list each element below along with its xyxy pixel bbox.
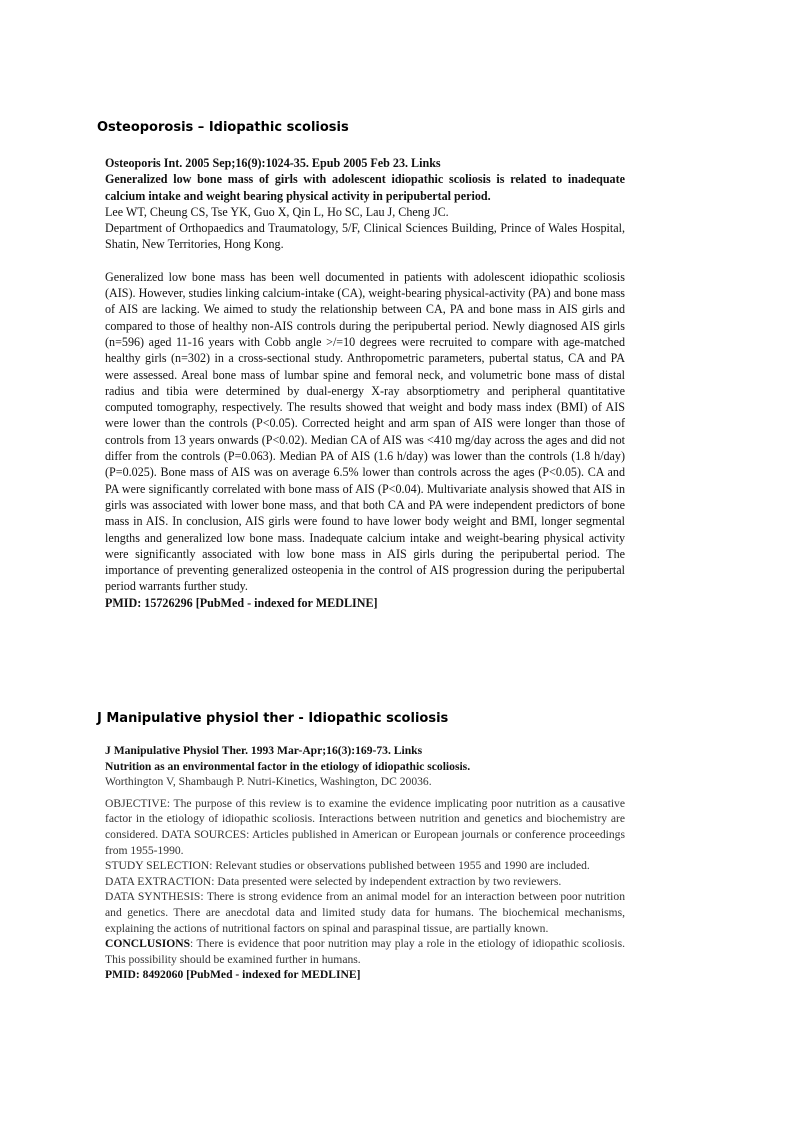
citation-block [105, 743, 625, 983]
citation-affiliation: Department of Orthopaedics and Traumatology, 5/F, Clinical Sciences Building, Prince of Wales Hospital, Shatin, New Territories, Hong Kong. [105, 221, 625, 252]
citation-conclusions [105, 936, 625, 967]
citation-authors-affiliation: Worthington V, Shambaugh P. Nutri-Kinetics, Washington, DC 20036. [105, 775, 432, 789]
section-heading: J Manipulative physiol ther - Idiopathic scoliosis [97, 711, 449, 726]
citation-source: J Manipulative Physiol Ther. 1993 Mar-Apr;16(3):169-73. Links [105, 744, 423, 757]
conclusions-label: CONCLUSIONS [105, 937, 191, 951]
citation-source: Osteoporis Int. 2005 Sep;16(9):1024-35. Epub 2005 Feb 23. Links [105, 156, 441, 170]
citation-block [105, 155, 625, 611]
citation-data-extraction: DATA EXTRACTION: Data presented were selected by independent extraction by two reviewers. [105, 874, 562, 888]
citation-title: Generalized low bone mass of girls with adolescent idiopathic scoliosis is related to inadequate calcium intake and weight bearing physical activity in peripubertal period. [105, 172, 625, 203]
citation-abstract: Generalized low bone mass has been well documented in patients with adolescent idiopathic scoliosis (AIS). However, studies linking calcium-intake (CA), weight-bearing physical-activity (PA) and bone mass of AIS are lacking. We aimed to study the relationship between CA, PA and bone mass in AIS girls and compared to those of healthy non-AIS controls during the peripubertal period. Newly diagnosed AIS girls (n=596) aged 11-16 years with Cobb angle >/=10 degrees were recruited to compare with age-matched healthy girls (n=302) in a cross-sectional study. Anthropometric parameters, pubertal status, CA and PA were assessed. Areal bone mass of lumbar spine and femoral neck, and volumetric bone mass of distal radius and tibia were determined by dual-energy X-ray absorptiometry and peripheral quantitative computed tomography, respectively. The results showed that weight and body mass index (BMI) of AIS were lower than the controls (P<0.05). Corrected height and arm span of AIS were longer than those of controls from 13 years onwards (P<0.02). Median CA of AIS was <410 mg/day across the ages and did not differ from the controls (P=0.063). Median PA of AIS (1.6 h/day) was lower than the controls (1.8 h/day) (P=0.025). Bone mass of AIS was on average 6.5% lower than controls across the ages (P<0.05). CA and PA were significantly correlated with bone mass of AIS (P<0.04). Multivariate analysis showed that AIS in girls was associated with lower bone mass, and that both CA and PA were independent predictors of bone mass in AIS. In conclusion, AIS girls were found to have lower body weight and BMI, longer segmental lengths and generalized low bone mass. Inadequate calcium intake and weight-bearing physical activity were significantly associated with low bone mass in AIS girls during the peripubertal period. The importance of preventing generalized osteopenia in the control of AIS progression during the peripubertal period warrants further study. [105, 269, 625, 594]
citation-authors: Lee WT, Cheung CS, Tse YK, Guo X, Qin L, Ho SC, Lau J, Cheng JC. [105, 204, 449, 219]
citation-objective: OBJECTIVE: The purpose of this review is to examine the evidence implicating poor nutrition as a causative factor in the etiology of idiopathic scoliosis. Interactions between nutrition and genetics and biochemistry are considered. DATA SOURCES: Articles published in American or European journals or conference proceedings from 1955-1990. [105, 796, 625, 857]
citation-study-selection: STUDY SELECTION: Relevant studies or observations published between 1955 and 1990 are included. [105, 859, 590, 873]
conclusions-text: : There is evidence that poor nutrition may play a role in the etiology of idiopathic scoliosis. This possibility should be examined further in humans. [105, 937, 625, 966]
section-heading: Osteoporosis – Idiopathic scoliosis [97, 120, 349, 135]
citation-data-synthesis: DATA SYNTHESIS: There is strong evidence from an animal model for an interaction between poor nutrition and genetics. There are anecdotal data and limited study data for humans. The biochemical mechanisms, explaining the actions of nutritional factors on spinal and paraspinal tissue, are partially known. [105, 890, 625, 935]
citation-title: Nutrition as an environmental factor in the etiology of idiopathic scoliosis. [105, 759, 471, 773]
citation-pmid: PMID: 15726296 [PubMed - indexed for MEDLINE] [105, 595, 378, 610]
citation-pmid: PMID: 8492060 [PubMed - indexed for MEDLINE] [105, 968, 361, 982]
